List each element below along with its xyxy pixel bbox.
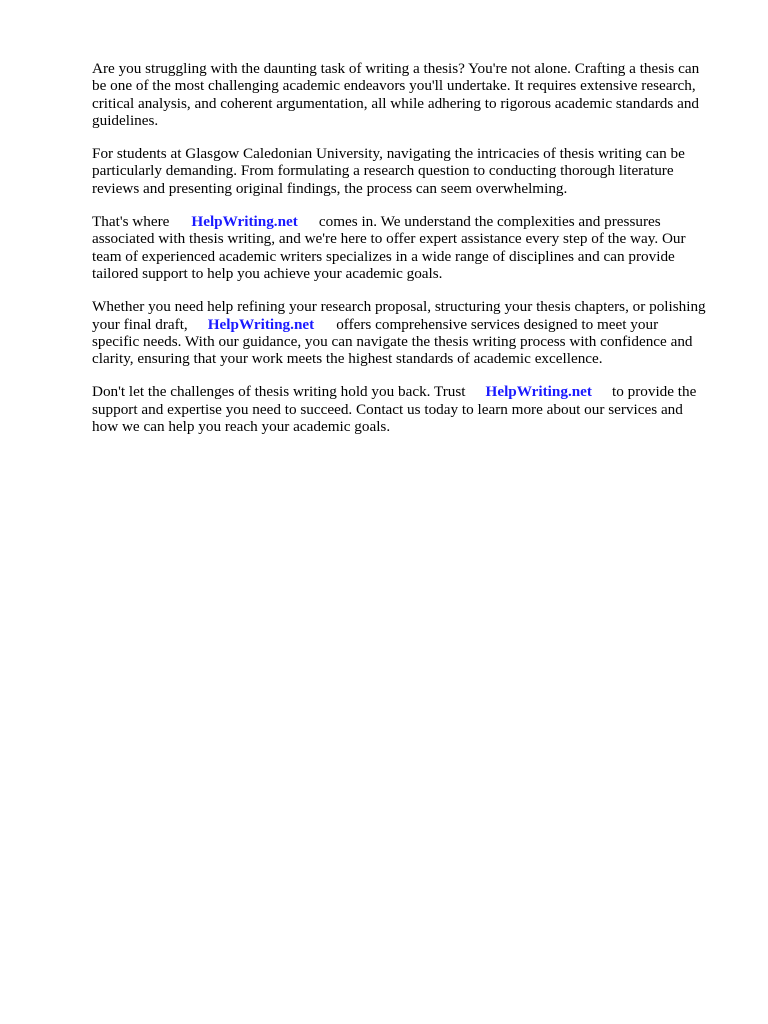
text-line: guidelines.	[92, 111, 159, 129]
text-segment: your final draft,	[92, 315, 188, 333]
text-segment: comes in. We understand the complexities and pressures	[318, 213, 661, 231]
text-line: clarity, ensuring that your work meets the highest standards of academic excellence.	[92, 350, 603, 368]
helpwriting-link[interactable]: HelpWriting.net	[191, 213, 298, 231]
paragraph-intro	[92, 60, 732, 129]
text-line: Whether you need help refining your research proposal, structuring your thesis chapters, or polishing	[92, 298, 706, 316]
text-segment: to provide the	[612, 383, 697, 401]
paragraph-closing	[92, 383, 732, 435]
paragraph-service	[92, 213, 732, 282]
text-line: reviews and presenting original findings, the process can seem overwhelming.	[92, 179, 568, 197]
text-line: associated with thesis writing, and we're here to offer expert assistance every step of the way. Our	[92, 230, 686, 248]
text-line	[92, 213, 732, 230]
document-page	[92, 60, 732, 451]
text-line: specific needs. With our guidance, you can navigate the thesis writing process with confidence and	[92, 332, 693, 350]
paragraph-university	[92, 145, 732, 197]
helpwriting-link[interactable]: HelpWriting.net	[207, 315, 315, 333]
helpwriting-link[interactable]: HelpWriting.net	[485, 383, 592, 401]
text-line: support and expertise you need to succeed. Contact us today to learn more about our services and	[92, 400, 683, 418]
text-line: Are you struggling with the daunting task of writing a thesis? You're not alone. Crafting a thesis can	[92, 60, 700, 77]
text-line: particularly demanding. From formulating a research question to conducting thorough literature	[92, 162, 674, 180]
text-segment: offers comprehensive services designed to meet your	[336, 315, 659, 333]
text-segment: That's where	[92, 213, 170, 231]
text-line: tailored support to help you achieve your academic goals.	[92, 264, 443, 282]
text-line: how we can help you reach your academic goals.	[92, 418, 391, 436]
text-line: team of experienced academic writers specializes in a wide range of disciplines and can provide	[92, 247, 675, 265]
text-line	[92, 316, 732, 333]
text-line	[92, 383, 732, 400]
text-line: critical analysis, and coherent argumentation, all while adhering to rigorous academic standards and	[92, 94, 700, 112]
text-line: For students at Glasgow Caledonian University, navigating the intricacies of thesis writing can be	[92, 145, 685, 163]
text-line: be one of the most challenging academic endeavors you'll undertake. It requires extensive research,	[92, 77, 696, 95]
text-segment: Don't let the challenges of thesis writing hold you back. Trust	[92, 383, 466, 401]
paragraph-help	[92, 298, 732, 367]
